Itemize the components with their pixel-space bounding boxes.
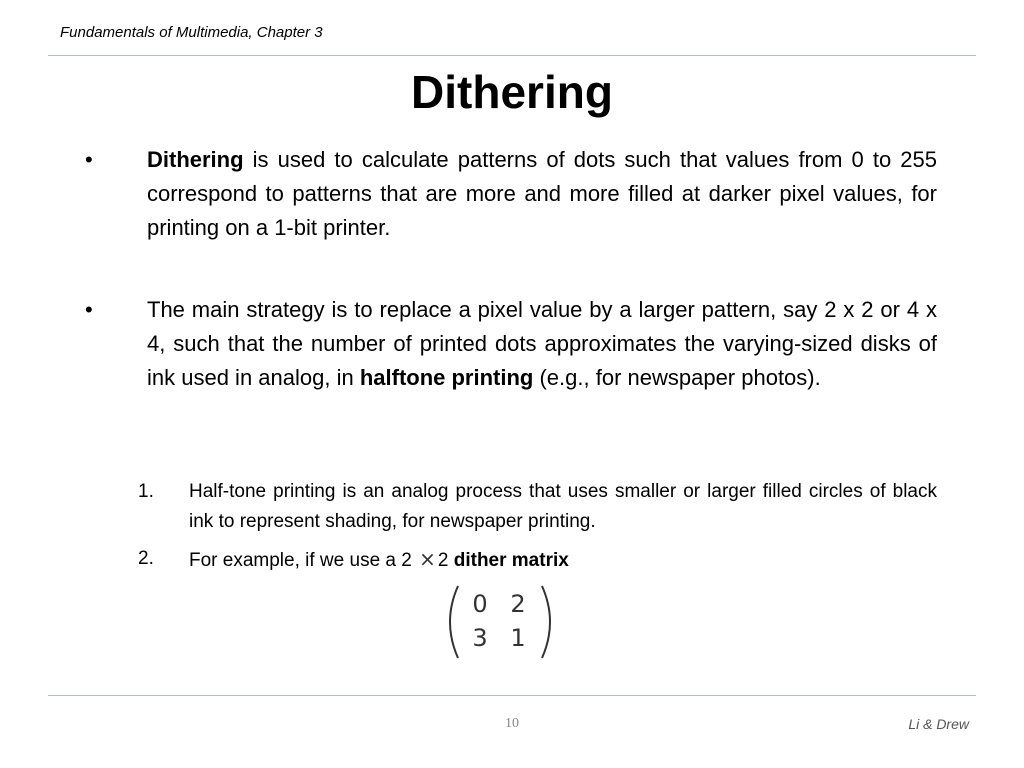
bullet-body: is used to calculate patterns of dots such that values from 0 to 255 correspond to patterns that are more and more filled at darker pixel values, for printing on a 1-bit printer. [147,147,937,240]
number-label: 1. [138,481,154,502]
matrix-cell-1-0: 3 [472,624,488,652]
matrix-cell-1-1: 1 [510,624,526,652]
bold-term: halftone printing [359,365,534,390]
matrix-cell-0-1: 2 [510,590,526,618]
right-paren [542,586,550,658]
footer-authors: Li & Drew [908,716,969,732]
top-divider [48,55,976,56]
numbered-body-mid: 2 [437,550,454,571]
dither-matrix [440,582,560,662]
left-paren [450,586,458,658]
numbered-body: For example, if we use a 2 [189,550,418,571]
header-course-title: Fundamentals of Multimedia, Chapter 3 [60,24,323,41]
slide-title: Dithering [411,66,613,118]
bold-term: dither matrix [453,550,569,571]
bullet-body-end: (e.g., for newspaper photos). [533,365,821,390]
bullet-text [147,143,937,245]
bottom-divider [48,695,976,696]
page-number: 10 [505,716,519,731]
numbered-text: Half-tone printing is an analog process that uses smaller or larger filled circles of black ink to represent shading, for newspaper printing. [189,481,937,532]
bullet-marker: • [85,147,93,172]
numbered-text [189,544,937,576]
number-label: 2. [138,548,154,569]
times-symbol: × [419,547,436,571]
bold-term: Dithering [147,147,244,172]
matrix-cell-0-0: 0 [472,590,488,618]
bullet-text [147,293,937,395]
bullet-body: The main strategy is to replace a pixel value by a larger pattern, say 2 x 2 or 4 x 4, such that the number of printed dots approximates the varying-sized disks of ink used in analog, in [147,297,937,390]
bullet-marker: • [85,297,93,322]
